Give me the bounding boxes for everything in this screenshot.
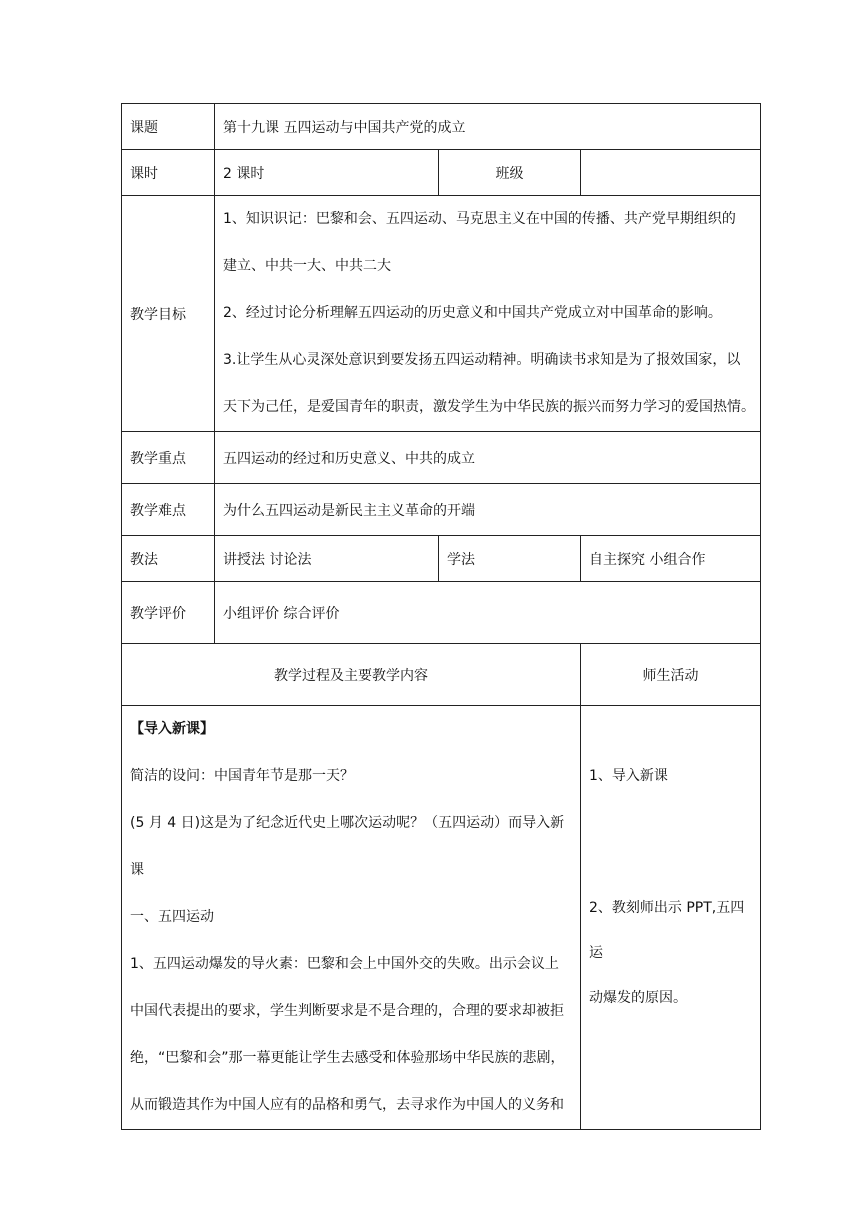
row-periods [122, 150, 761, 196]
row-process-header [122, 644, 761, 706]
periods-label: 课时 [122, 150, 215, 196]
process-activity [581, 706, 761, 1130]
goal-line: 1、知识识记：巴黎和会、五四运动、马克思主义在中国的传播、共产党早期组织的 [223, 211, 736, 227]
study-value: 自主探究 小组合作 [581, 536, 761, 582]
row-evaluation [122, 582, 761, 644]
activity-item: 动爆发的原因。 [589, 990, 687, 1006]
goal-line: 2、经过讨论分析理解五四运动的历史意义和中国共产党成立对中国革命的影响。 [223, 305, 722, 321]
process-header-activity: 师生活动 [581, 644, 761, 706]
process-content [122, 706, 581, 1130]
goal-line: 3.让学生从心灵深处意识到要发扬五四运动精神。明确读书求知是为了报效国家，以 [223, 352, 741, 368]
difficulties-label: 教学难点 [122, 484, 215, 536]
row-goals [122, 196, 761, 432]
key-points-value: 五四运动的经过和历史意义、中共的成立 [215, 432, 761, 484]
content-line: 简洁的设问：中国青年节是那一天？ [130, 768, 354, 784]
row-topic [122, 104, 761, 150]
goal-line: 天下为己任，是爱国青年的职责，激发学生为中华民族的振兴而努力学习的爱国热情。 [223, 399, 755, 415]
evaluation-value: 小组评价 综合评价 [215, 582, 761, 644]
topic-label: 课题 [122, 104, 215, 150]
topic-value: 第十九课 五四运动与中国共产党的成立 [215, 104, 761, 150]
content-line: 一、五四运动 [130, 909, 214, 925]
goals-label: 教学目标 [122, 196, 215, 432]
class-value [581, 150, 761, 196]
goal-line: 建立、中共一大、中共二大 [223, 258, 391, 274]
content-line: (5 月 4 日)这是为了纪念近代史上哪次运动呢？（五四运动）而导入新 [130, 815, 565, 831]
lesson-plan-table [121, 103, 761, 1130]
content-line: 从而锻造其作为中国人应有的品格和勇气，去寻求作为中国人的义务和 [130, 1097, 564, 1113]
study-label: 学法 [439, 536, 581, 582]
key-points-label: 教学重点 [122, 432, 215, 484]
class-label: 班级 [439, 150, 581, 196]
content-line: 绝，“巴黎和会”那一幕更能让学生去感受和体验那场中华民族的悲剧， [130, 1050, 565, 1066]
methods-value: 讲授法 讨论法 [215, 536, 439, 582]
methods-label: 教法 [122, 536, 215, 582]
row-process-body [122, 706, 761, 1130]
goals-content [215, 196, 761, 432]
activity-item: 运 [589, 945, 603, 961]
difficulties-value: 为什么五四运动是新民主主义革命的开端 [215, 484, 761, 536]
content-line: 课 [130, 862, 144, 878]
row-difficulties [122, 484, 761, 536]
content-line: 中国代表提出的要求，学生判断要求是不是合理的，合理的要求却被拒 [130, 1003, 564, 1019]
section-heading: 【导入新课】 [130, 721, 214, 737]
activity-item: 2、教刻师出示 PPT,五四 [589, 900, 745, 916]
activity-item: 1、导入新课 [589, 768, 668, 784]
evaluation-label: 教学评价 [122, 582, 215, 644]
process-header-content: 教学过程及主要教学内容 [122, 644, 581, 706]
periods-value: 2 课时 [215, 150, 439, 196]
content-line: 1、五四运动爆发的导火素：巴黎和会上中国外交的失败。出示会议上 [130, 956, 559, 972]
row-methods [122, 536, 761, 582]
row-key-points [122, 432, 761, 484]
